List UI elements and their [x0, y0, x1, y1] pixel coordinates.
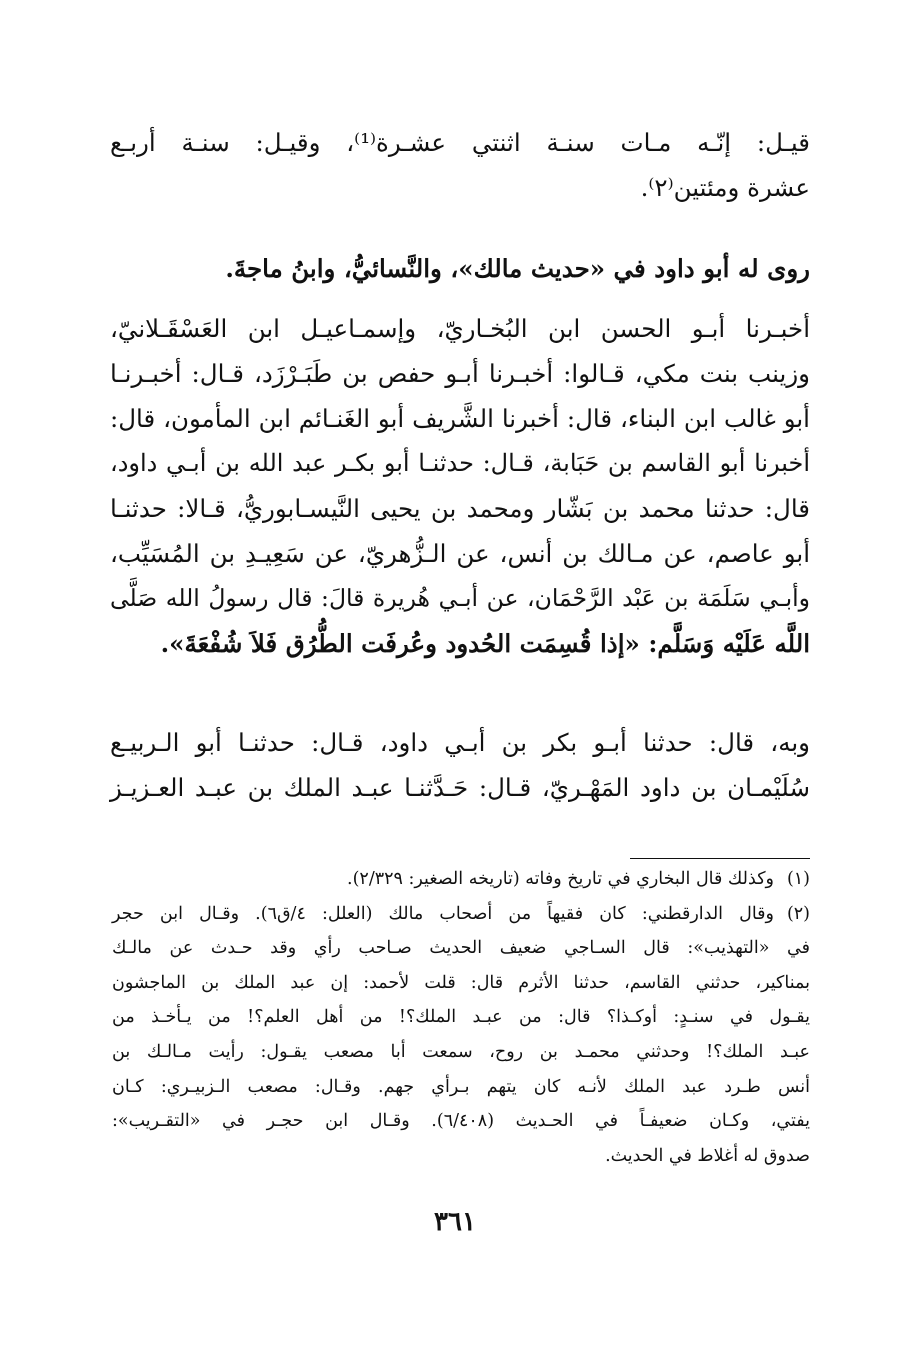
text-line: أخبـرنا أبـو الحسن ابن البُخـاريّ، وإسمـاعيـل ابن العَسْقَـلانيّ، — [110, 314, 810, 343]
footnote-line: يفتي، وكـان ضعيفـاً في الحـديث (٦/٤٠٨). وقـال ابن حجـر في «التقـريب»: — [112, 1111, 810, 1132]
text-line: قيـل: إنّـه مـات سنـة اثنتي عشـرة⁽¹⁾، وقيـل: سنـة أربـع — [110, 128, 811, 157]
paragraph-death-date — [110, 120, 810, 210]
text-line: أخبرنا أبو القاسم بن حَبَابة، قـال: حدثنـا أبو بكـر عبد الله بن أبـي داود، — [110, 449, 810, 477]
text-line: روى له أبو داود في «حديث مالك»، والنَّسائيُّ، وابنُ ماجةَ. — [225, 254, 810, 283]
footnote-1 — [112, 862, 810, 897]
footnote-line: صدوق له أغلاط في الحديث. — [605, 1145, 810, 1166]
footnote-2 — [112, 897, 810, 1174]
text-line: اللَّه عَلَيْه وَسَلَّم: «إذا قُسِمَت الحُدود وعُرفَت الطُّرُق فَلاَ شُفْعَةَ». — [160, 629, 810, 658]
footnote-line — [112, 897, 810, 932]
page-number: ٣٦١ — [434, 1207, 476, 1237]
footnote-line — [112, 862, 810, 897]
footnote-divider — [630, 858, 810, 859]
footnote-line: يقـول في سنـدٍ: أوكـذا؟ قال: من عبـد الملك؟! من أهل العلم؟! من يـأخـذ من — [112, 1007, 810, 1028]
footnote-line: أنس طـرد عبد الملك لأنـه كان يتهم بـرأي جهم. وقـال: مصعب الـزبيـري: كـان — [112, 1076, 810, 1097]
text-line: أبو غالب ابن البناء، قال: أخبرنا الشَّريف أبو الغَنـائم ابن المأمون، قال: — [110, 404, 810, 433]
text-line: سُلَيْمـان بن داود المَهْـريّ، قـال: حَـدَّثنـا عبـد الملك بن عبـد العـزيـز — [110, 773, 810, 802]
paragraph-narrators — [110, 246, 810, 291]
paragraph-second-chain — [110, 720, 810, 810]
footnote-number: (٢) — [786, 903, 810, 924]
text-line: قال: حدثنا محمد بن بَشّار ومحمد بن يحيى النَّيسـابوريُّ، قـالا: حدثنـا — [110, 494, 810, 523]
paragraph-hadith-chain — [110, 306, 810, 666]
text-line: وبه، قال: حدثنا أبـو بكر بن أبـي داود، قـال: حدثنـا أبو الـربيـع — [110, 728, 810, 757]
footnote-number: (١) — [786, 869, 810, 889]
footnote-line: في «التهذيب»: قال السـاجي ضعيف الحديث صـاحب رأي وقد حـدث عن مالـك — [112, 938, 810, 959]
footnote-line: بمناكير، حدثني القاسم، حدثنا الأثرم قال: قلت لأحمد: إن عبد الملك بن الماجشون — [112, 972, 810, 993]
text-line: وزينب بنت مكي، قـالوا: أخبـرنا أبـو حفص بن طَبَـرْزَد، قـال: أخبـرنـا — [110, 359, 810, 388]
footnotes — [112, 862, 810, 1173]
footnote-text: وكذلك قال البخاري في تاريخ وفاته (تاريخه الصغير: ٢/٣٢٩). — [347, 869, 774, 889]
text-line: عشرة ومئتين⁽٢⁾. — [640, 173, 810, 202]
footnote-text: وقال الدارقطني: كان فقيهاً من أصحاب مالك (العلل: ٤/ق٦). وقـال ابن حجر — [112, 903, 774, 924]
text-line: أبو عاصم، عن مـالك بن أنس، عن الـزُّهريّ، عن سَعِيـدِ بن المُسَيِّب، — [110, 539, 810, 568]
text-line: وأبـي سَلَمَة بن عَبْد الرَّحْمَان، عن أبـي هُريرة قالَ: قال رسولُ الله صَلَّى — [110, 584, 810, 612]
footnote-line: عبـد الملك؟! وحدثني محمـد بن روح، سمعت أبا مصعب يقـول: رأيت مـالـك بن — [112, 1041, 810, 1062]
